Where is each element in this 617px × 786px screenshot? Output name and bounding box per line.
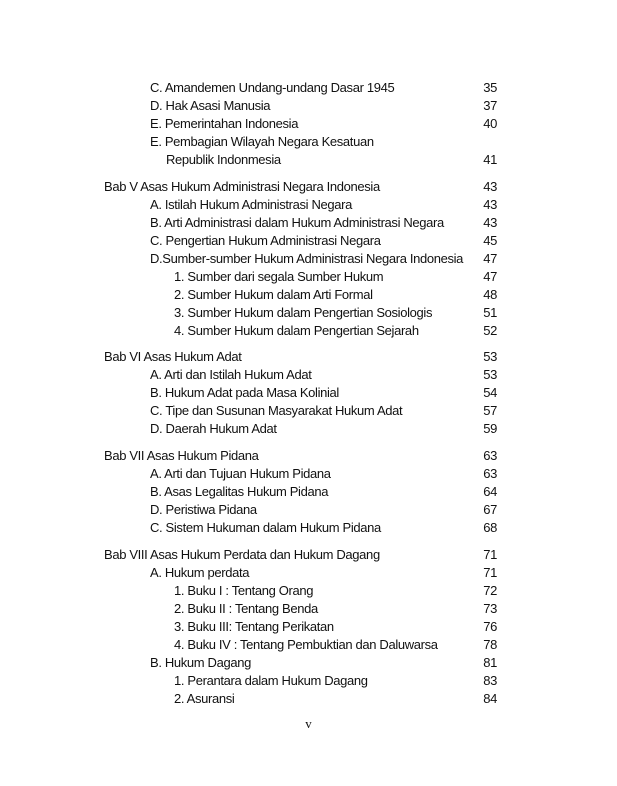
toc-entry-page: 43 xyxy=(483,179,497,194)
toc-entry-page: 53 xyxy=(483,367,497,382)
toc-entry-page: 43 xyxy=(483,215,497,230)
toc-entry-page: 76 xyxy=(483,619,497,634)
toc-entry-title: Bab VII Asas Hukum Pidana xyxy=(104,448,259,463)
toc-entry-title: 2. Asuransi xyxy=(174,691,235,706)
toc-entry-page: 81 xyxy=(483,655,497,670)
toc-entry-title: A. Hukum perdata xyxy=(150,565,250,580)
toc-entry-page: 84 xyxy=(483,691,497,706)
toc-entry-title: D. Daerah Hukum Adat xyxy=(150,421,277,436)
toc-entry-title: Bab VIII Asas Hukum Perdata dan Hukum Dagang xyxy=(104,547,380,562)
toc-entry-title: A. Arti dan Istilah Hukum Adat xyxy=(150,367,312,382)
toc-entry-page: 72 xyxy=(483,583,497,598)
toc-entry-title: 4. Buku IV : Tentang Pembuktian dan Daluwarsa xyxy=(174,637,438,652)
toc-entry-title: Bab VI Asas Hukum Adat xyxy=(104,349,242,364)
toc-entry-title: D. Peristiwa Pidana xyxy=(150,502,257,517)
toc-entry-title: C. Tipe dan Susunan Masyarakat Hukum Adat xyxy=(150,403,403,418)
toc-entry-title: 3. Sumber Hukum dalam Pengertian Sosiologis xyxy=(174,305,433,320)
page-number: v xyxy=(305,716,312,731)
toc-entry-title: 1. Buku I : Tentang Orang xyxy=(174,583,314,598)
toc-entry-title: A. Arti dan Tujuan Hukum Pidana xyxy=(150,466,331,481)
toc-entry-page: 35 xyxy=(483,80,497,95)
toc-entry-page: 51 xyxy=(483,305,497,320)
toc-entry-page: 73 xyxy=(483,601,497,616)
toc-entry-title: B. Hukum Dagang xyxy=(150,655,251,670)
toc-entry-page: 68 xyxy=(483,520,497,535)
toc-entry-page: 40 xyxy=(483,116,497,131)
toc-entry-page: 64 xyxy=(483,484,497,499)
toc-entry-page: 53 xyxy=(483,349,497,364)
toc-entry-title: 1. Perantara dalam Hukum Dagang xyxy=(174,673,368,688)
toc-entry-title: E. Pembagian Wilayah Negara Kesatuan xyxy=(150,134,374,149)
toc-entry-title: 4. Sumber Hukum dalam Pengertian Sejarah xyxy=(174,323,419,338)
toc-entry-title: C. Amandemen Undang-undang Dasar 1945 xyxy=(150,80,395,95)
toc-entry-page: 83 xyxy=(483,673,497,688)
toc-entry-title: 2. Sumber Hukum dalam Arti Formal xyxy=(174,287,373,302)
toc-entry-page: 43 xyxy=(483,197,497,212)
toc-entry-title: C. Sistem Hukuman dalam Hukum Pidana xyxy=(150,520,381,535)
toc-entry-title: A. Istilah Hukum Administrasi Negara xyxy=(150,197,352,212)
toc-entry-title: 1. Sumber dari segala Sumber Hukum xyxy=(174,269,384,284)
toc-entry-title: B. Arti Administrasi dalam Hukum Administrasi Negara xyxy=(150,215,444,230)
toc-entry-title: D.Sumber-sumber Hukum Administrasi Negara Indonesia xyxy=(150,251,464,266)
toc-entry-title: E. Pemerintahan Indonesia xyxy=(150,116,299,131)
toc-entry-title: C. Pengertian Hukum Administrasi Negara xyxy=(150,233,381,248)
toc-entry-title: D. Hak Asasi Manusia xyxy=(150,98,271,113)
toc-entry-title: 2. Buku II : Tentang Benda xyxy=(174,601,318,616)
toc-entry-page: 52 xyxy=(483,323,497,338)
toc-entry-page: 63 xyxy=(483,466,497,481)
toc-entry-page: 59 xyxy=(483,421,497,436)
toc-entry-page: 47 xyxy=(483,269,497,284)
toc-entry-page: 71 xyxy=(483,565,497,580)
toc-entry-page: 41 xyxy=(483,152,497,167)
toc-entry-page: 47 xyxy=(483,251,497,266)
toc-entry-title: B. Hukum Adat pada Masa Kolinial xyxy=(150,385,339,400)
toc-entry-title: Bab V Asas Hukum Administrasi Negara Indonesia xyxy=(104,179,380,194)
toc-entry-page: 67 xyxy=(483,502,497,517)
toc-entry-title: Republik Indonmesia xyxy=(166,152,281,167)
toc-entry-page: 54 xyxy=(483,385,497,400)
toc-entry-page: 71 xyxy=(483,547,497,562)
toc-entry-page: 45 xyxy=(483,233,497,248)
toc-entry-title: 3. Buku III: Tentang Perikatan xyxy=(174,619,334,634)
toc-entry-page: 37 xyxy=(483,98,497,113)
toc-entry-page: 78 xyxy=(483,637,497,652)
toc-entry-page: 57 xyxy=(483,403,497,418)
toc-entry-page: 48 xyxy=(483,287,497,302)
toc-entry-page: 63 xyxy=(483,448,497,463)
toc-entry-title: B. Asas Legalitas Hukum Pidana xyxy=(150,484,329,499)
